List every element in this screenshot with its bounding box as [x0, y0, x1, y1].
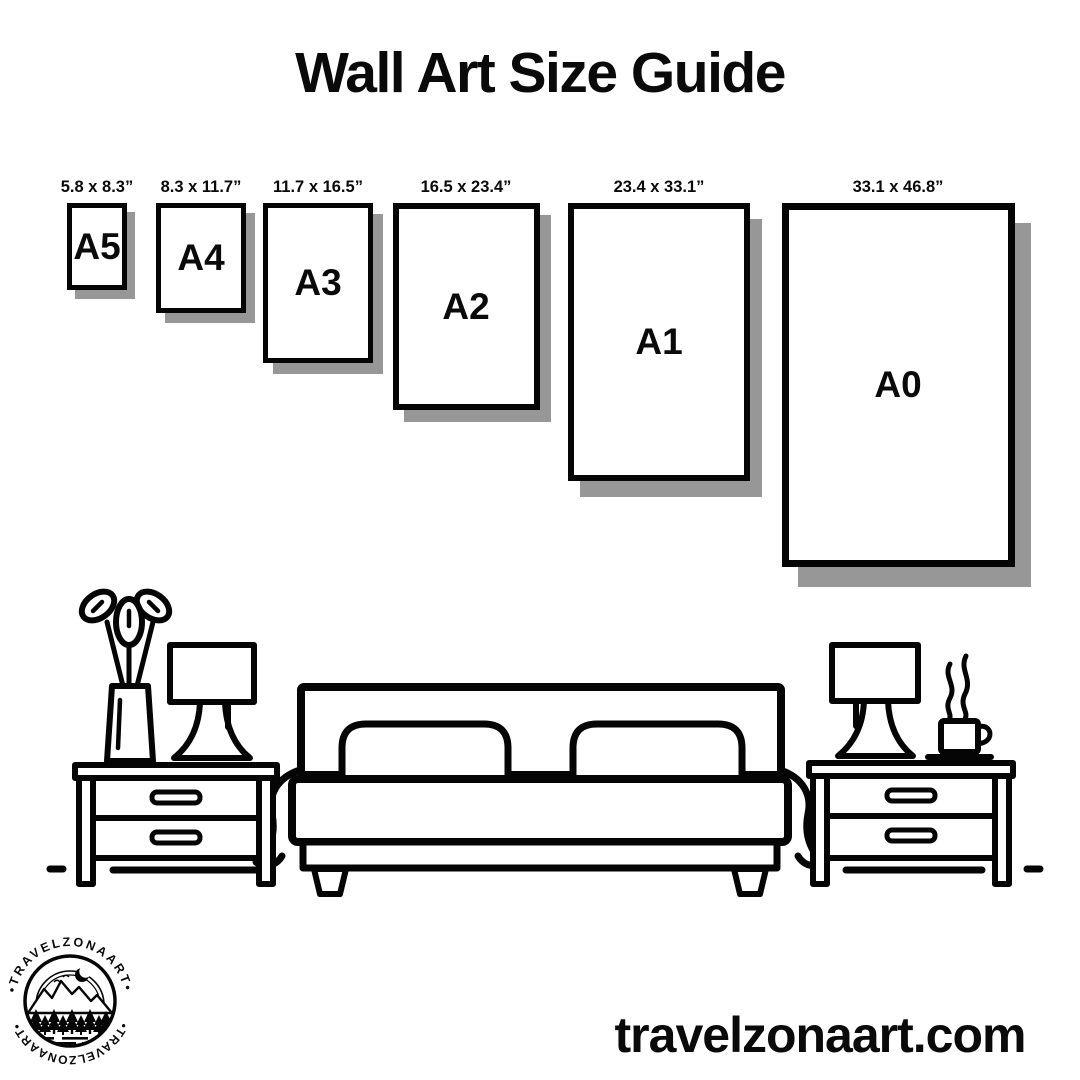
table-lamp-left [170, 645, 254, 758]
logo-ring-text-top: •TRAVELZONAART• [4, 934, 136, 994]
paper-a2 [393, 203, 540, 410]
paper-a5 [67, 203, 127, 290]
paper-code-a4: A4 [177, 237, 225, 278]
size-item-a1 [559, 177, 759, 481]
lamp-base [174, 702, 250, 758]
brand-logo [2, 931, 140, 1073]
bedroom-illustration [40, 580, 1045, 900]
bed [256, 687, 824, 894]
paper-a4 [156, 203, 246, 313]
paper-a0 [782, 203, 1015, 567]
page-title: Wall Art Size Guide [295, 41, 785, 105]
vase-with-plant [76, 586, 174, 761]
bed-leg-left [314, 869, 346, 894]
paper-code-a5: A5 [73, 225, 121, 267]
size-dims-a0: 33.1 x 46.8” [852, 178, 944, 196]
paper-a3 [263, 203, 373, 363]
paper-code-a1: A1 [635, 321, 683, 362]
bed-base [303, 842, 777, 868]
lamp-base [838, 701, 913, 756]
pillow-right [573, 724, 742, 783]
size-item-a0 [788, 177, 1008, 567]
size-dims-a1: 23.4 x 33.1” [613, 178, 705, 196]
size-dims-a3: 11.7 x 16.5” [273, 178, 363, 196]
pillow-left [342, 724, 508, 783]
size-dims-a4: 8.3 x 11.7” [160, 178, 242, 196]
lamp-shade [832, 645, 918, 701]
website-url: travelzonaart.com [614, 1007, 1026, 1063]
size-dims-a2: 16.5 x 23.4” [420, 178, 512, 196]
lamp-shade [170, 645, 254, 702]
coffee-mug-group [928, 656, 991, 757]
size-dims-a5: 5.8 x 8.3” [60, 178, 134, 196]
logo-ring-text-bottom: •TRAVELZONAART• [9, 1020, 131, 1068]
size-item-a2 [376, 177, 556, 410]
nightstand-right [809, 763, 1013, 884]
mattress [292, 779, 788, 842]
vase-accent [118, 700, 120, 748]
vase [107, 686, 153, 761]
paper-code-a3: A3 [294, 262, 342, 303]
bed-leg-right [734, 869, 766, 894]
paper-a1 [568, 203, 750, 481]
paper-code-a0: A0 [874, 364, 922, 405]
paper-code-a2: A2 [442, 285, 490, 327]
nightstand-left [75, 765, 277, 884]
moon-cutout [79, 965, 91, 977]
size-item-a3 [238, 177, 398, 363]
steam-icon [963, 656, 968, 719]
coffee-mug [941, 721, 978, 752]
table-lamp-right [832, 645, 918, 756]
steam-icon [948, 664, 952, 720]
